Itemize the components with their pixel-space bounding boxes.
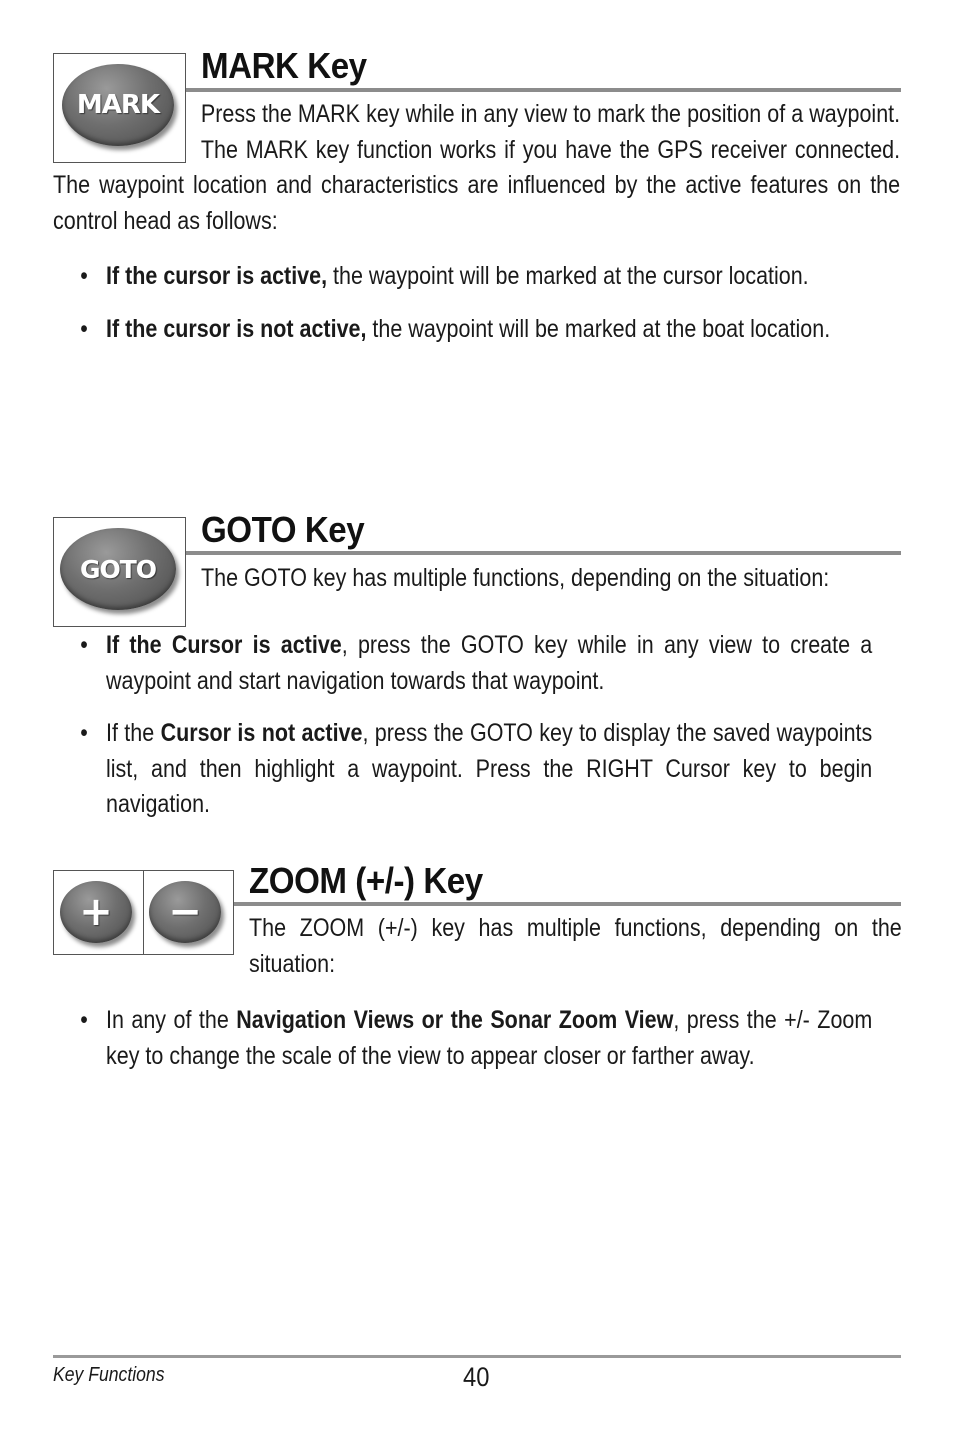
goto-key-bullets	[106, 628, 954, 823]
mark-key-heading-rule	[186, 88, 901, 92]
zoom-key-heading-rule	[234, 902, 901, 906]
zoom-plus-icon-label: +	[79, 889, 113, 935]
zoom-bullet-1-text: , press the +/- Zoom key to change the scale of the view to appear closer or farther away.	[106, 1006, 873, 1070]
zoom-plus-icon-frame	[53, 870, 144, 955]
zoom-bullet-navigation-views	[106, 1003, 872, 1074]
goto-bullet-1-bold: If the Cursor is active	[106, 631, 342, 659]
zoom-minus-icon-frame	[143, 870, 234, 955]
mark-bullet-1-bold: If the cursor is active,	[106, 262, 328, 290]
mark-key-bullets	[106, 259, 954, 347]
goto-key-icon	[60, 528, 176, 610]
mark-bullet-cursor-active	[106, 259, 872, 295]
mark-key-heading: MARK Key	[201, 45, 367, 86]
page-number: 40	[463, 1362, 490, 1392]
goto-key-icon-frame	[53, 517, 186, 627]
mark-bullet-cursor-not-active	[106, 312, 872, 348]
goto-bullet-2-bold: Cursor is not active	[160, 719, 363, 747]
goto-key-intro: The GOTO key has multiple functions, depending on the situation:	[201, 564, 830, 592]
mark-bullet-1-text: the waypoint will be marked at the cursor location.	[327, 262, 809, 290]
mark-key-icon-label: MARK	[76, 90, 160, 120]
footer-rule	[53, 1355, 901, 1358]
zoom-key-heading: ZOOM (+/-) Key	[249, 860, 483, 901]
zoom-key-intro: The ZOOM (+/-) key has multiple functions, depending on the situation:	[249, 914, 902, 978]
zoom-minus-icon	[149, 881, 221, 943]
goto-bullet-2-text: , press the GOTO key to display the saved waypoints list, and then highlight a waypoint. Press the RIGHT Cursor key to begin navigation.	[106, 719, 873, 818]
zoom-minus-icon-label: −	[168, 889, 202, 935]
goto-bullet-2-pre: If the	[106, 719, 161, 747]
goto-key-icon-label: GOTO	[79, 554, 157, 584]
footer-section-name: Key Functions	[53, 1364, 165, 1386]
mark-bullet-2-text: the waypoint will be marked at the boat location.	[366, 314, 831, 343]
zoom-bullet-1-pre: In any of the	[106, 1006, 237, 1034]
goto-key-heading: GOTO Key	[201, 509, 365, 550]
mark-bullet-2-bold: If the cursor is not active,	[106, 314, 367, 343]
mark-key-intro: Press the MARK key while in any view to mark the position of a waypoint. The MARK key function works if you have the GPS receiver connected. The waypoint location and characteristics are influenced by the active features on the control head as follows:	[53, 100, 901, 235]
goto-bullet-cursor-not-active	[106, 716, 872, 823]
mark-icon-float-spacer	[53, 97, 201, 167]
goto-bullet-1-text: , press the GOTO key while in any view to create a waypoint and start navigation towards that waypoint.	[106, 631, 873, 695]
zoom-key-bullets	[106, 1003, 954, 1074]
zoom-bullet-1-bold: Navigation Views or the Sonar Zoom View	[236, 1006, 674, 1034]
mark-key-intro-wrap	[53, 97, 900, 239]
zoom-plus-icon	[60, 881, 132, 943]
goto-key-heading-rule	[186, 551, 901, 555]
goto-bullet-cursor-active	[106, 628, 872, 699]
